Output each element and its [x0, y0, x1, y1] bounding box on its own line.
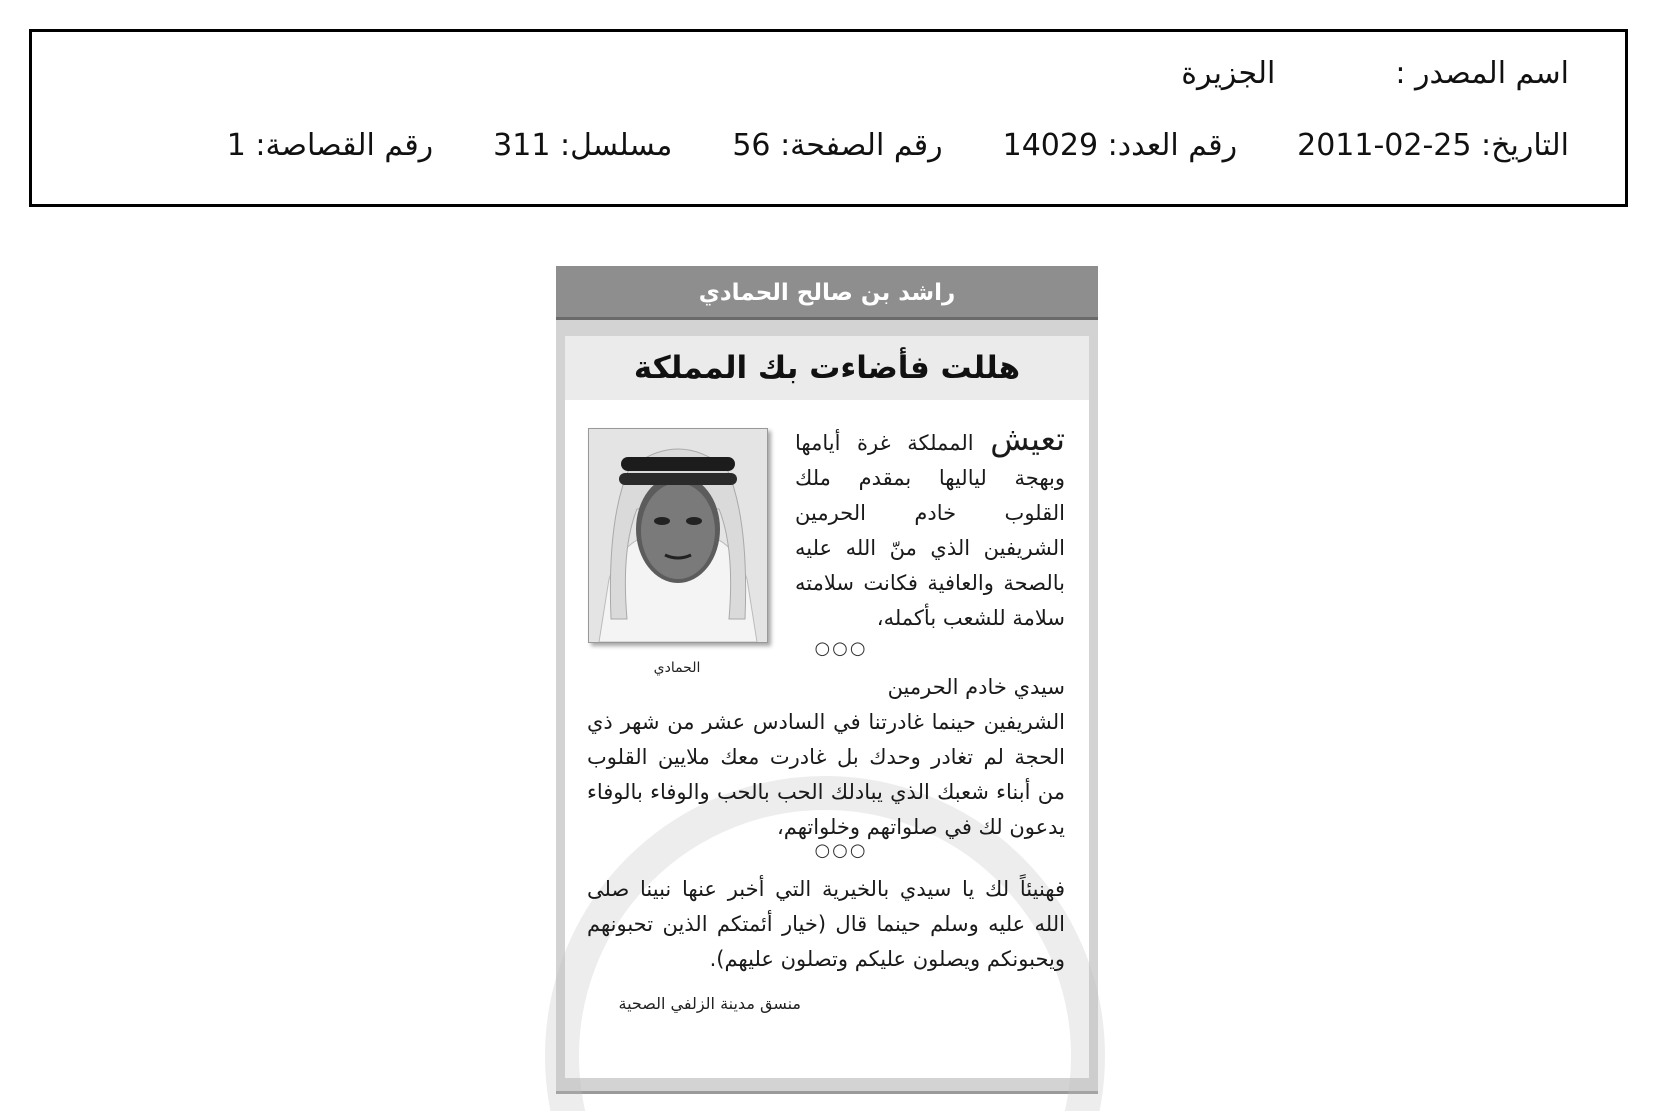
paragraph-2: الشريفين حينما غادرتنا في السادس عشر من شهر ذي الحجة لم تغادر وحدك بل غادرت معك ملايين القلوب من أبناء شعبك الذي يبادلك الحب بالحب والوفاء بالوفاء يدعون لك في صلواتهم وخلواتهم، [587, 710, 1065, 839]
author-photo [588, 428, 768, 643]
author-name: راشد بن صالح الحمادي [556, 266, 1098, 320]
source-value: الجزيرة [1181, 56, 1276, 91]
lead-word: تعيش [990, 420, 1065, 458]
date-label: التاريخ: [1481, 128, 1569, 163]
issue-details-row [227, 126, 1569, 166]
page-value: 56 [732, 128, 771, 163]
issue-value: 14029 [1002, 128, 1099, 163]
page-label: رقم الصفحة: [780, 128, 943, 163]
author-signature: منسق مدينة الزلفي الصحية [618, 994, 801, 1013]
separator-1: ○○○ [814, 638, 868, 659]
source-info-box [29, 29, 1628, 207]
photo-caption: الحمادي [653, 660, 701, 676]
clip-label: رقم القصاصة: [255, 128, 434, 163]
paragraph-2-first-line: سيدي خادم الحرمين [887, 675, 1065, 699]
source-row [1181, 54, 1569, 94]
article-body [565, 336, 1089, 1078]
paragraph-3: فهنيئاً لك يا سيدي بالخيرية التي أخبر عنها نبينا صلى الله عليه وسلم حينما قال (خيار أئمتكم الذين تحبونهم ويحبونكم ويصلون عليكم وتصلون عليهم). [587, 877, 1065, 971]
article-title: هللت فأضاءت بك المملكة [565, 336, 1089, 400]
issue-label: رقم العدد: [1107, 128, 1238, 163]
clip-value: 1 [226, 128, 246, 163]
date-value: 2011-02-25 [1297, 128, 1472, 163]
paragraph-1 [795, 422, 1065, 636]
newspaper-clipping [556, 266, 1098, 1094]
serial-label: مسلسل: [559, 128, 673, 163]
separator-2: ○○○ [814, 840, 868, 861]
source-label: اسم المصدر : [1395, 56, 1569, 91]
author-portrait-image [589, 429, 767, 642]
paragraph-1-text: المملكة غرة أيامها وبهجة لياليها بمقدم ملك القلوب خادم الحرمين الشريفين الذي منّ الله عليه بالصحة والعافية فكانت سلامته سلامة للشعب بأكمله، [795, 431, 1065, 630]
serial-value: 311 [493, 128, 551, 163]
